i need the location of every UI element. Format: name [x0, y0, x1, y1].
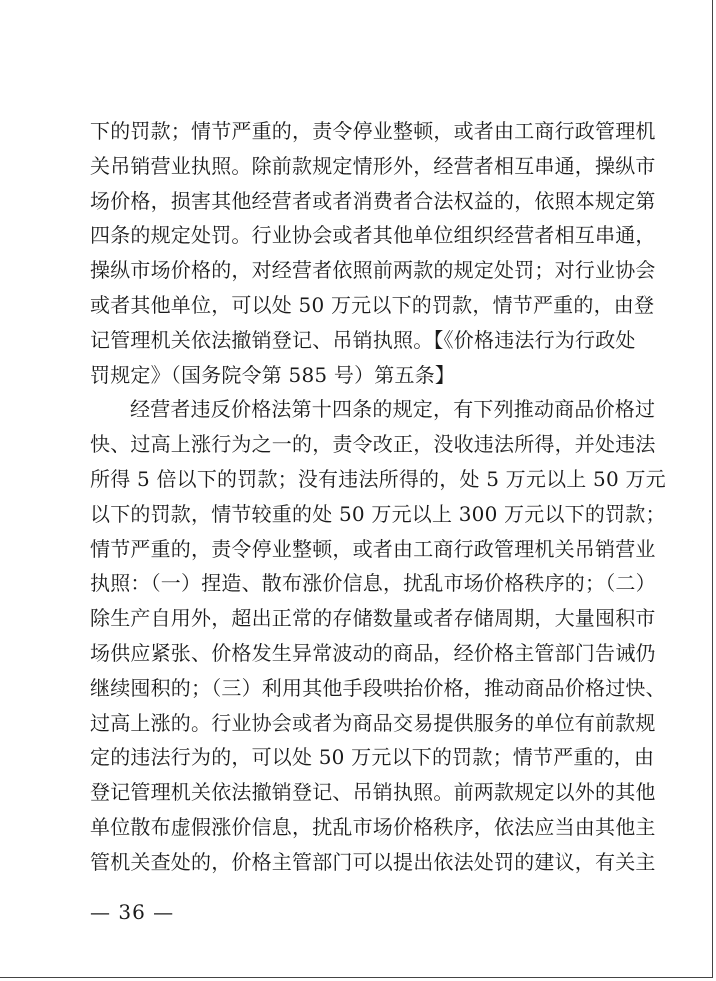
- text-line: 单位散布虚假涨价信息，扰乱市场价格秩序，依法应当由其他主: [90, 814, 656, 839]
- text-line: 罚规定》（国务院令第 585 号）第五条】: [90, 362, 456, 387]
- text-line: 执照：（一）捏造、散布涨价信息，扰乱市场价格秩序的；（二）: [90, 571, 656, 596]
- text-line: 管机关查处的，价格主管部门可以提出依法处罚的建议，有关主: [90, 849, 656, 874]
- text-line: 除生产自用外，超出正常的存储数量或者存储周期，大量囤积市: [90, 606, 656, 631]
- paragraph-2: [90, 392, 666, 879]
- text-line: 定的违法行为的，可以处 50 万元以下的罚款；情节严重的，由: [90, 745, 655, 770]
- paragraph-1: [90, 114, 656, 392]
- text-line: 或者其他单位，可以处 50 万元以下的罚款，情节严重的，由登: [90, 292, 655, 317]
- text-line: 经营者违反价格法第十四条的规定，有下列推动商品价格过: [130, 397, 656, 422]
- text-line: 操纵市场价格的，对经营者依照前两款的规定处罚；对行业协会: [90, 258, 656, 283]
- text-line: 记管理机关依法撤销登记、吊销执照。【《价格违法行为行政处: [90, 327, 636, 352]
- text-line: 情节严重的，责令停业整顿，或者由工商行政管理机关吊销营业: [90, 536, 656, 561]
- text-line: 继续囤积的；（三）利用其他手段哄抬价格，推动商品价格过快、: [90, 675, 666, 700]
- text-line: 场供应紧张、价格发生异常波动的商品，经价格主管部门告诫仍: [90, 640, 656, 665]
- document-body: [90, 114, 666, 880]
- text-line: 下的罚款；情节严重的，责令停业整顿，或者由工商行政管理机: [90, 119, 656, 143]
- text-line: 所得 5 倍以下的罚款；没有违法所得的，处 5 万元以上 50 万元: [90, 466, 666, 491]
- text-line: 快、过高上涨行为之一的，责令改正，没收违法所得，并处违法: [90, 432, 656, 457]
- page-number: — 36 —: [90, 900, 175, 924]
- text-line: 关吊销营业执照。除前款规定情形外，经营者相互串通，操纵市: [90, 153, 656, 178]
- text-line: 场价格，损害其他经营者或者消费者合法权益的，依照本规定第: [90, 188, 656, 213]
- text-line: 四条的规定处罚。行业协会或者其他单位组织经营者相互串通，: [90, 223, 656, 248]
- text-line: 过高上涨的。行业协会或者为商品交易提供服务的单位有前款规: [90, 710, 656, 735]
- text-line: 登记管理机关依法撤销登记、吊销执照。前两款规定以外的其他: [90, 780, 656, 805]
- text-line: 以下的罚款，情节较重的处 50 万元以上 300 万元以下的罚款；: [90, 501, 666, 526]
